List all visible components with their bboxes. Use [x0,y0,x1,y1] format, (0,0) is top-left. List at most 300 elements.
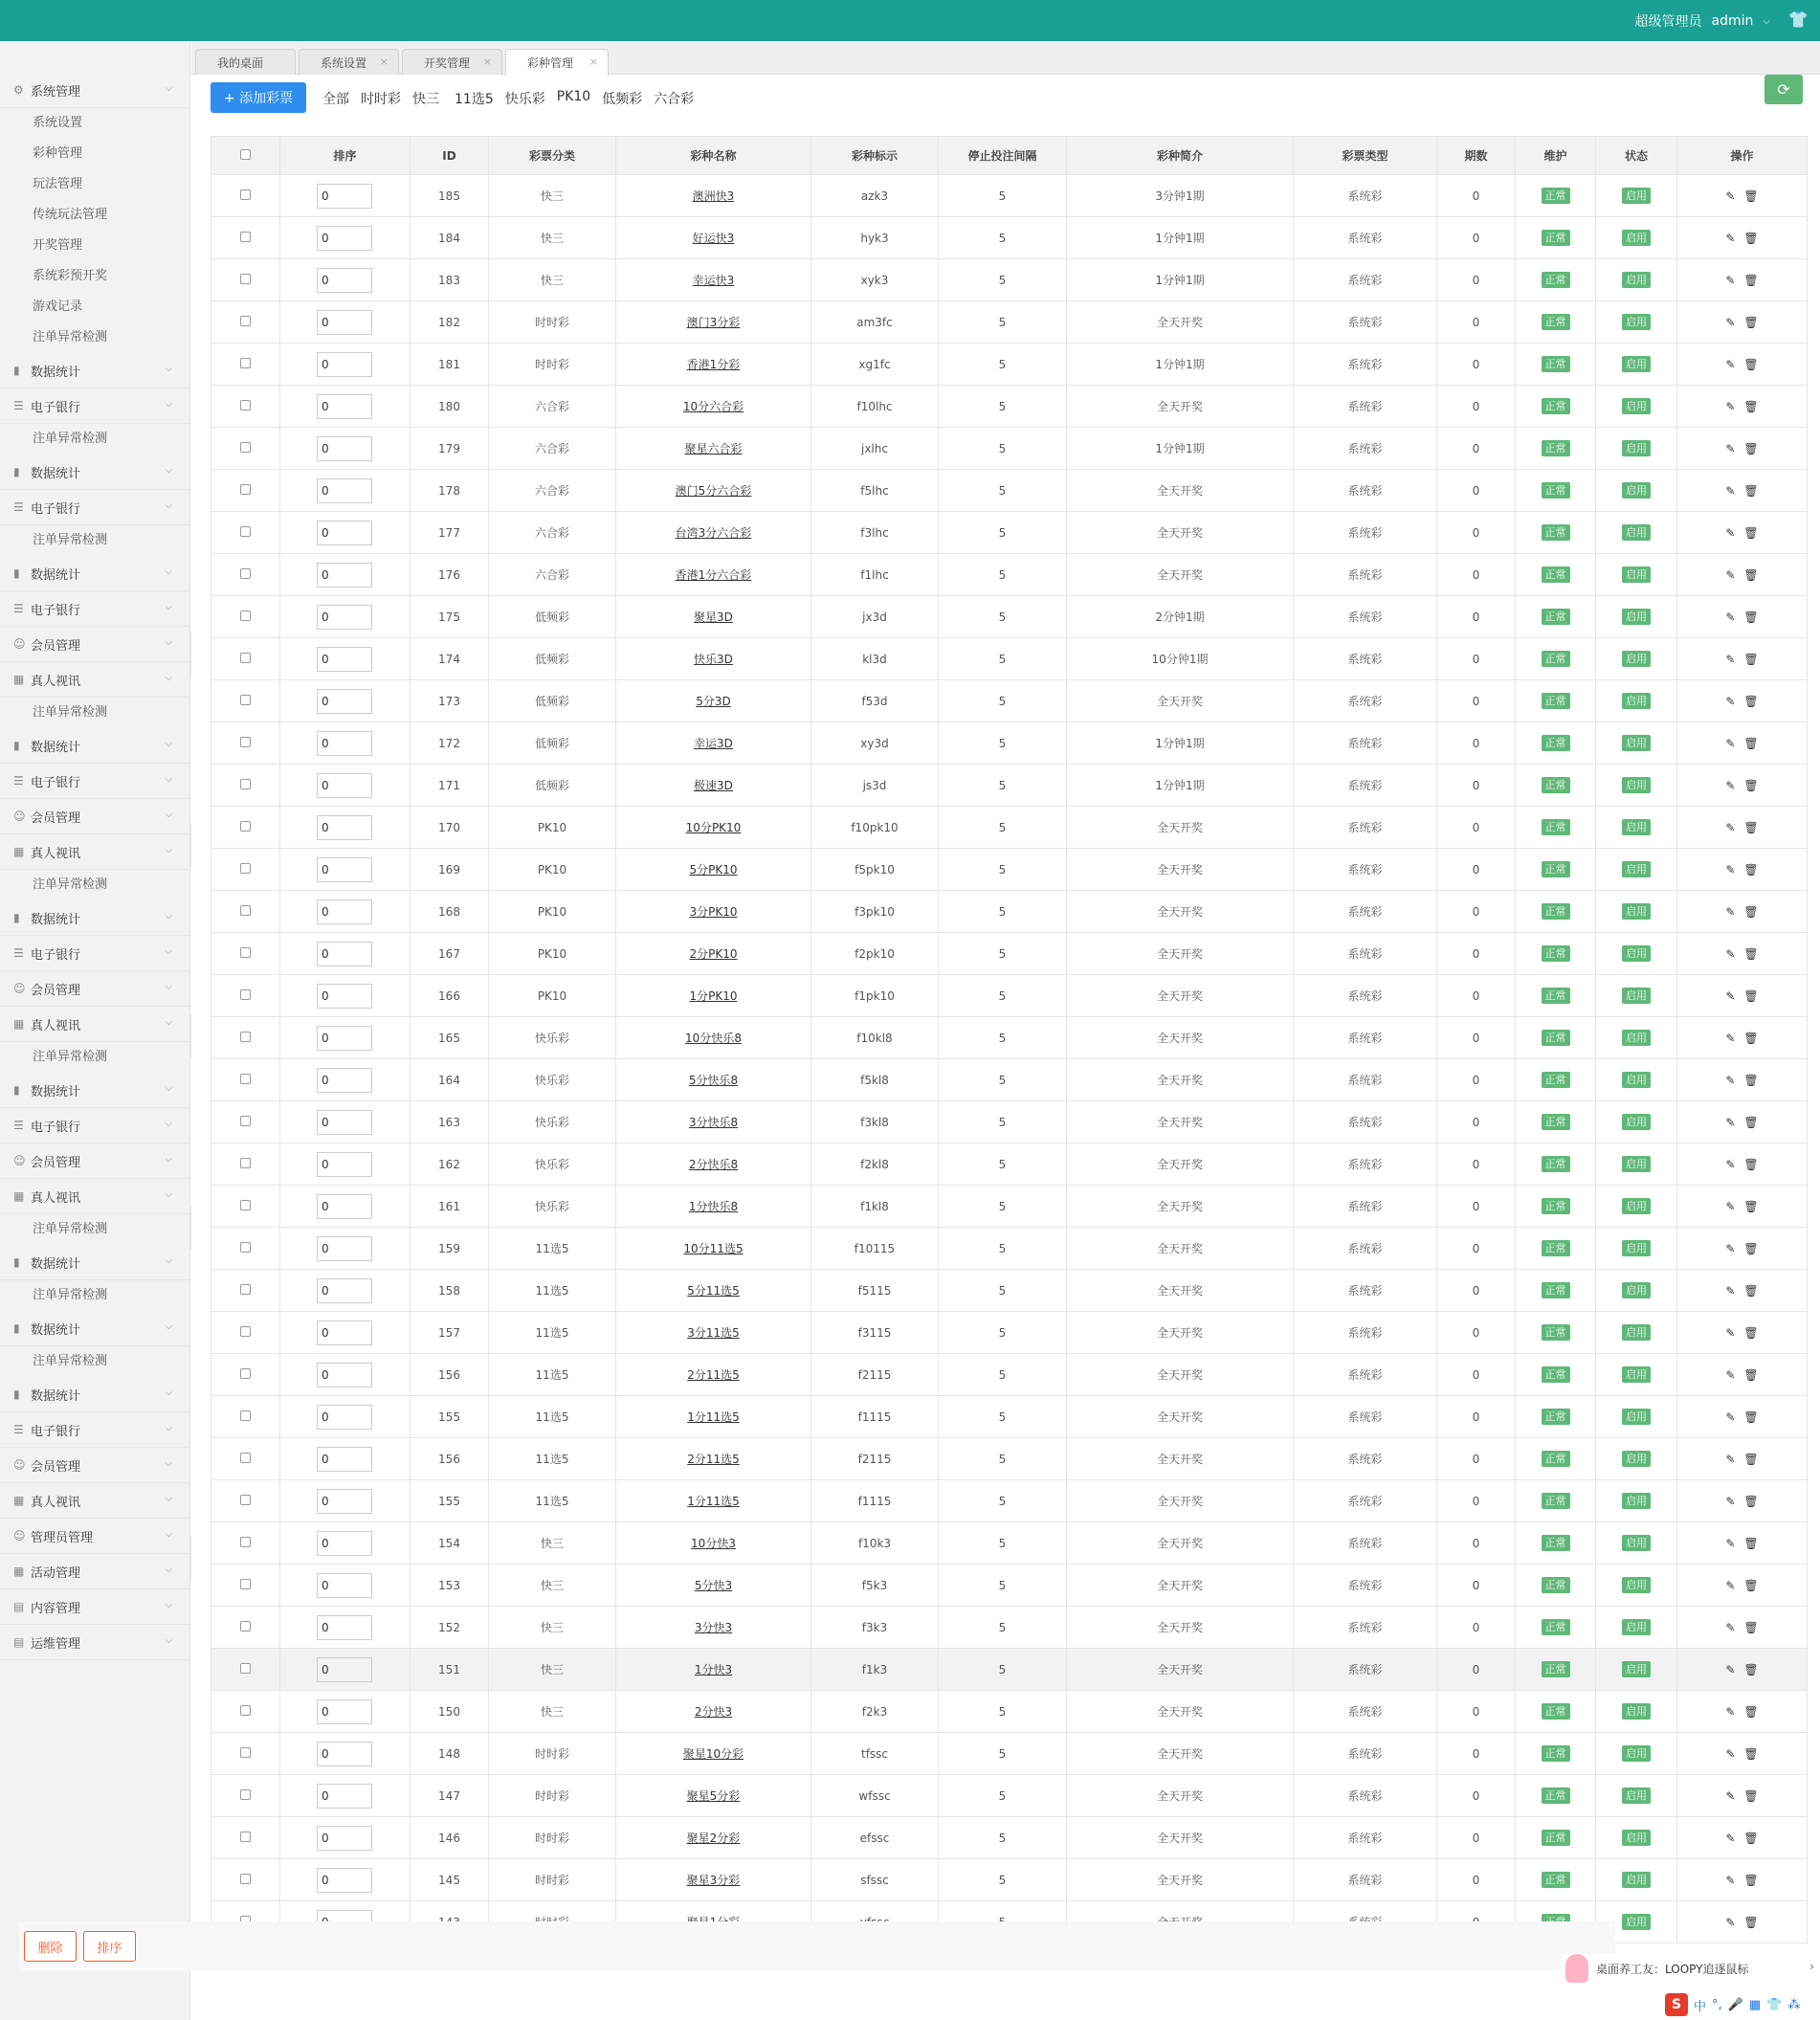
sidebar-group[interactable] [0,388,189,424]
lottery-name-link[interactable]: 5分快乐8 [688,1074,739,1087]
trash-icon[interactable]: 🗑 [1743,1115,1759,1129]
trash-icon[interactable]: 🗑 [1743,1536,1759,1550]
sort-input[interactable]: 0 [317,436,372,461]
edit-icon[interactable]: ✎ [1725,357,1736,371]
ime-item[interactable]: ⁂ [1787,1997,1801,2012]
maintenance-badge[interactable]: 正常 [1542,1661,1570,1677]
lottery-name-link[interactable]: 10分快乐8 [685,1032,742,1045]
row-checkbox[interactable] [240,863,251,874]
row-checkbox[interactable] [240,821,251,832]
lottery-name-link[interactable]: 幸运快3 [692,274,735,287]
edit-icon[interactable]: ✎ [1725,1620,1736,1634]
edit-icon[interactable]: ✎ [1725,441,1736,455]
sort-input[interactable]: 0 [317,605,372,630]
edit-icon[interactable]: ✎ [1725,1325,1736,1340]
edit-icon[interactable]: ✎ [1725,1115,1736,1129]
edit-icon[interactable]: ✎ [1725,1157,1736,1171]
maintenance-badge[interactable]: 正常 [1542,735,1570,751]
edit-icon[interactable]: ✎ [1725,1536,1736,1550]
edit-icon[interactable]: ✎ [1725,694,1736,708]
sidebar-sub-item[interactable]: 系统设置 [33,116,83,130]
edit-icon[interactable]: ✎ [1725,189,1736,203]
maintenance-badge[interactable]: 正常 [1542,1030,1570,1046]
status-badge[interactable]: 启用 [1622,903,1651,920]
sidebar-sub-item[interactable]: 注单异常检测 [33,1050,108,1064]
edit-icon[interactable]: ✎ [1725,1199,1736,1213]
row-checkbox[interactable] [240,1663,251,1674]
trash-icon[interactable]: 🗑 [1743,1746,1759,1761]
edit-icon[interactable]: ✎ [1725,483,1736,498]
lottery-name-link[interactable]: 10分PK10 [685,821,742,834]
trash-icon[interactable]: 🗑 [1743,1073,1759,1087]
maintenance-badge[interactable]: 正常 [1542,356,1570,372]
edit-icon[interactable]: ✎ [1725,820,1736,834]
maintenance-badge[interactable]: 正常 [1542,230,1570,246]
trash-icon[interactable]: 🗑 [1743,1620,1759,1634]
status-badge[interactable]: 启用 [1622,1619,1651,1635]
row-checkbox[interactable] [240,526,251,537]
filter-5[interactable]: PK10 [556,89,591,104]
row-checkbox[interactable] [240,1326,251,1337]
sort-input[interactable]: 0 [317,1868,372,1893]
sort-input[interactable]: 0 [317,1784,372,1809]
status-badge[interactable]: 启用 [1622,777,1651,793]
sidebar-group[interactable] [0,799,189,834]
status-badge[interactable]: 启用 [1622,1451,1651,1467]
row-checkbox[interactable] [240,1579,251,1589]
row-checkbox[interactable] [240,737,251,747]
sidebar-sub-item[interactable]: 系统彩预开奖 [33,269,108,283]
status-badge[interactable]: 启用 [1622,1030,1651,1046]
trash-icon[interactable]: 🗑 [1743,820,1759,834]
sidebar-group[interactable] [0,662,189,698]
row-checkbox[interactable] [240,358,251,368]
trash-icon[interactable]: 🗑 [1743,1915,1759,1929]
sidebar-sub-item[interactable]: 玩法管理 [33,177,83,191]
user-menu[interactable] [1635,11,1770,31]
sidebar-group[interactable] [0,1108,189,1143]
status-badge[interactable]: 启用 [1622,1282,1651,1299]
status-badge[interactable]: 启用 [1622,651,1651,667]
status-badge[interactable]: 启用 [1622,272,1651,288]
row-checkbox[interactable] [240,947,251,958]
sort-input[interactable]: 0 [317,984,372,1009]
sidebar-sub-item[interactable]: 游戏记录 [33,300,83,314]
filter-1[interactable]: 时时彩 [361,92,401,107]
sogou-logo-icon[interactable]: S [1665,1993,1688,2016]
maintenance-badge[interactable]: 正常 [1542,819,1570,835]
sort-input[interactable]: 0 [317,1068,372,1093]
lottery-name-link[interactable]: 香港1分六合彩 [675,568,752,582]
ime-item[interactable]: 🎤 [1727,1997,1743,2012]
lottery-name-link[interactable]: 10分11选5 [683,1242,744,1255]
maintenance-badge[interactable]: 正常 [1542,188,1570,204]
edit-icon[interactable]: ✎ [1725,778,1736,792]
status-badge[interactable]: 启用 [1622,230,1651,246]
lottery-name-link[interactable]: 10分快3 [691,1537,736,1550]
sidebar-group[interactable] [0,1483,189,1519]
lottery-name-link[interactable]: 3分11选5 [687,1326,740,1340]
trash-icon[interactable]: 🗑 [1743,736,1759,750]
trash-icon[interactable]: 🗑 [1743,862,1759,877]
sort-input[interactable]: 0 [317,1363,372,1387]
row-checkbox[interactable] [240,1032,251,1042]
sidebar-sub-item[interactable]: 彩种管理 [33,146,83,161]
sort-input[interactable]: 0 [317,1531,372,1556]
status-badge[interactable]: 启用 [1622,1914,1651,1930]
trash-icon[interactable]: 🗑 [1743,1367,1759,1382]
sidebar-group[interactable] [0,1179,189,1214]
row-checkbox[interactable] [240,1747,251,1758]
status-badge[interactable]: 启用 [1622,398,1651,414]
filter-7[interactable]: 六合彩 [654,92,695,107]
trash-icon[interactable]: 🗑 [1743,399,1759,413]
row-checkbox[interactable] [240,1074,251,1084]
status-badge[interactable]: 启用 [1622,1198,1651,1214]
row-checkbox[interactable] [240,1284,251,1295]
trash-icon[interactable]: 🗑 [1743,441,1759,455]
row-checkbox[interactable] [240,1200,251,1210]
maintenance-badge[interactable]: 正常 [1542,861,1570,877]
status-badge[interactable]: 启用 [1622,188,1651,204]
maintenance-badge[interactable]: 正常 [1542,482,1570,499]
status-badge[interactable]: 启用 [1622,1745,1651,1762]
maintenance-badge[interactable]: 正常 [1542,1830,1570,1846]
sidebar-sub-item[interactable]: 注单异常检测 [33,705,108,720]
edit-icon[interactable]: ✎ [1725,525,1736,540]
trash-icon[interactable]: 🗑 [1743,1283,1759,1298]
trash-icon[interactable]: 🗑 [1743,189,1759,203]
maintenance-badge[interactable]: 正常 [1542,777,1570,793]
lottery-name-link[interactable]: 2分11选5 [687,1453,740,1466]
sidebar-group[interactable] [0,1554,189,1589]
sort-input[interactable]: 0 [317,1615,372,1640]
close-icon[interactable]: × [482,55,492,68]
status-badge[interactable]: 启用 [1622,1324,1651,1341]
ime-toolbar[interactable] [1665,1992,1800,2017]
sort-input[interactable]: 0 [317,1657,372,1682]
trash-icon[interactable]: 🗑 [1743,1578,1759,1592]
sort-input[interactable]: 0 [317,478,372,503]
lottery-name-link[interactable]: 1分11选5 [687,1410,740,1424]
row-checkbox[interactable] [240,1789,251,1800]
lottery-name-link[interactable]: 3分快乐8 [688,1116,739,1129]
maintenance-badge[interactable]: 正常 [1542,566,1570,583]
maintenance-badge[interactable]: 正常 [1542,1745,1570,1762]
edit-icon[interactable]: ✎ [1725,652,1736,666]
sidebar-group[interactable] [0,900,189,936]
add-lottery-button[interactable]: + 添加彩票 [211,82,306,113]
trash-icon[interactable]: 🗑 [1743,231,1759,245]
sort-input[interactable]: 0 [317,1447,372,1472]
maintenance-badge[interactable]: 正常 [1542,314,1570,330]
filter-0[interactable]: 全部 [322,92,349,107]
trash-icon[interactable]: 🗑 [1743,1241,1759,1255]
status-badge[interactable]: 启用 [1622,1535,1651,1551]
sidebar-group[interactable] [0,764,189,799]
close-icon[interactable]: × [588,55,598,68]
edit-icon[interactable]: ✎ [1725,1283,1736,1298]
lottery-name-link[interactable]: 幸运3D [694,737,733,750]
sidebar-group[interactable] [0,936,189,971]
edit-icon[interactable]: ✎ [1725,988,1736,1003]
trash-icon[interactable]: 🗑 [1743,1831,1759,1845]
maintenance-badge[interactable]: 正常 [1542,1535,1570,1551]
edit-icon[interactable]: ✎ [1725,315,1736,329]
trash-icon[interactable]: 🗑 [1743,778,1759,792]
maintenance-badge[interactable]: 正常 [1542,903,1570,920]
lottery-name-link[interactable]: 5分3D [696,695,731,708]
maintenance-badge[interactable]: 正常 [1542,1156,1570,1172]
sort-input[interactable]: 0 [317,226,372,251]
maintenance-badge[interactable]: 正常 [1542,693,1570,709]
sort-input[interactable]: 0 [317,563,372,588]
ime-item[interactable]: ▦ [1748,1997,1762,2012]
sidebar-group[interactable] [0,591,189,627]
lottery-name-link[interactable]: 10分六合彩 [682,400,744,413]
lottery-name-link[interactable]: 3分PK10 [689,905,738,919]
lottery-name-link[interactable]: 聚星3分彩 [686,1874,741,1887]
lottery-name-link[interactable]: 快乐3D [694,653,733,666]
refresh-icon[interactable]: ⟳ [1765,75,1803,104]
maintenance-badge[interactable]: 正常 [1542,524,1570,541]
sort-input[interactable]: 0 [317,1489,372,1514]
status-badge[interactable]: 启用 [1622,1409,1651,1425]
sidebar-group[interactable] [0,1519,189,1554]
edit-icon[interactable]: ✎ [1725,1662,1736,1676]
edit-icon[interactable]: ✎ [1725,1452,1736,1466]
sidebar-sub-item[interactable]: 注单异常检测 [33,533,108,547]
lottery-name-link[interactable]: 聚星5分彩 [686,1789,741,1803]
status-badge[interactable]: 启用 [1622,819,1651,835]
lottery-name-link[interactable]: 2分11选5 [687,1368,740,1382]
trash-icon[interactable]: 🗑 [1743,315,1759,329]
sort-input[interactable]: 0 [317,1278,372,1303]
edit-icon[interactable]: ✎ [1725,1831,1736,1845]
sidebar-group[interactable] [0,73,189,108]
maintenance-badge[interactable]: 正常 [1542,1282,1570,1299]
lottery-name-link[interactable]: 2分PK10 [689,947,738,961]
lottery-name-link[interactable]: 5分11选5 [687,1284,740,1298]
edit-icon[interactable]: ✎ [1725,904,1736,919]
row-checkbox[interactable] [240,1705,251,1716]
row-checkbox[interactable] [240,1537,251,1547]
sidebar-group[interactable] [0,834,189,870]
status-badge[interactable]: 启用 [1622,1661,1651,1677]
sort-input[interactable]: 0 [317,394,372,419]
maintenance-badge[interactable]: 正常 [1542,1703,1570,1720]
row-checkbox[interactable] [240,989,251,1000]
maintenance-badge[interactable]: 正常 [1542,1619,1570,1635]
status-badge[interactable]: 启用 [1622,1072,1651,1088]
maintenance-badge[interactable]: 正常 [1542,398,1570,414]
row-checkbox[interactable] [240,653,251,663]
filter-6[interactable]: 低频彩 [602,92,643,107]
status-badge[interactable]: 启用 [1622,1787,1651,1804]
ime-item[interactable]: 👕 [1766,1997,1783,2012]
lottery-name-link[interactable]: 澳洲快3 [692,189,735,203]
lottery-name-link[interactable]: 1分11选5 [687,1495,740,1508]
sidebar-group[interactable] [0,1448,189,1483]
row-checkbox[interactable] [240,1410,251,1421]
status-badge[interactable]: 启用 [1622,1156,1651,1172]
sidebar-group[interactable] [0,1589,189,1625]
row-checkbox[interactable] [240,232,251,242]
maintenance-badge[interactable]: 正常 [1542,1577,1570,1593]
delete-button[interactable]: 删除 [24,1931,77,1962]
chevron-right-icon[interactable]: › [1809,1960,1814,1973]
edit-icon[interactable]: ✎ [1725,1494,1736,1508]
maintenance-badge[interactable]: 正常 [1542,1198,1570,1214]
row-checkbox[interactable] [240,316,251,326]
row-checkbox[interactable] [240,1495,251,1505]
sort-input[interactable]: 0 [317,1321,372,1345]
trash-icon[interactable]: 🗑 [1743,273,1759,287]
maintenance-badge[interactable]: 正常 [1542,609,1570,625]
lottery-name-link[interactable]: 1分PK10 [689,989,738,1003]
sidebar-sub-item[interactable]: 注单异常检测 [33,877,108,892]
filter-4[interactable]: 快乐彩 [504,92,545,107]
sidebar-group[interactable] [0,490,189,525]
sidebar-group[interactable] [0,353,189,388]
lottery-name-link[interactable]: 澳门3分彩 [686,316,741,329]
tab-0[interactable] [195,49,296,75]
trash-icon[interactable]: 🗑 [1743,904,1759,919]
lottery-name-link[interactable]: 聚星3D [694,610,733,624]
sidebar-sub-item[interactable]: 注单异常检测 [33,432,108,446]
sort-input[interactable]: 0 [317,268,372,293]
lottery-name-link[interactable]: 聚星10分彩 [682,1747,744,1761]
row-checkbox[interactable] [240,274,251,284]
desktop-pet-notice[interactable] [1562,1954,1820,1983]
tab-1[interactable] [299,49,399,75]
maintenance-badge[interactable]: 正常 [1542,1114,1570,1130]
sort-input[interactable]: 0 [317,1573,372,1598]
filter-3[interactable]: 11选5 [455,92,494,107]
status-badge[interactable]: 启用 [1622,1240,1651,1256]
sort-input[interactable]: 0 [317,521,372,545]
sidebar-group[interactable] [0,556,189,591]
sort-input[interactable]: 0 [317,942,372,966]
row-checkbox[interactable] [240,1831,251,1842]
sidebar-sub-item[interactable]: 注单异常检测 [33,1222,108,1236]
lottery-name-link[interactable]: 1分快3 [694,1663,733,1676]
tab-2[interactable] [402,49,502,75]
sidebar-group[interactable] [0,1412,189,1448]
row-checkbox[interactable] [240,1116,251,1126]
sort-input[interactable]: 0 [317,647,372,672]
sidebar-sub-item[interactable]: 注单异常检测 [33,330,108,344]
sidebar-group[interactable] [0,728,189,764]
row-checkbox[interactable] [240,1874,251,1884]
trash-icon[interactable]: 🗑 [1743,694,1759,708]
maintenance-badge[interactable]: 正常 [1542,1324,1570,1341]
maintenance-badge[interactable]: 正常 [1542,651,1570,667]
row-checkbox[interactable] [240,1621,251,1632]
edit-icon[interactable]: ✎ [1725,610,1736,624]
sidebar-group[interactable] [0,627,189,662]
trash-icon[interactable]: 🗑 [1743,1031,1759,1045]
trash-icon[interactable]: 🗑 [1743,1873,1759,1887]
edit-icon[interactable]: ✎ [1725,1073,1736,1087]
maintenance-badge[interactable]: 正常 [1542,1409,1570,1425]
edit-icon[interactable]: ✎ [1725,1873,1736,1887]
row-checkbox[interactable] [240,484,251,495]
sidebar-group[interactable] [0,1311,189,1346]
status-badge[interactable]: 启用 [1622,1366,1651,1383]
sort-input[interactable]: 0 [317,310,372,335]
username[interactable]: admin [1711,13,1754,29]
sort-input[interactable]: 0 [317,1152,372,1177]
sidebar-sub-item[interactable]: 开奖管理 [33,238,83,253]
trash-icon[interactable]: 🗑 [1743,1199,1759,1213]
status-badge[interactable]: 启用 [1622,1830,1651,1846]
status-badge[interactable]: 启用 [1622,356,1651,372]
edit-icon[interactable]: ✎ [1725,946,1736,961]
sidebar-group[interactable] [0,455,189,490]
filter-2[interactable]: 快三 [412,92,439,107]
trash-icon[interactable]: 🗑 [1743,357,1759,371]
row-checkbox[interactable] [240,568,251,579]
maintenance-badge[interactable]: 正常 [1542,988,1570,1004]
status-badge[interactable]: 启用 [1622,314,1651,330]
maintenance-badge[interactable]: 正常 [1542,272,1570,288]
sort-input[interactable]: 0 [317,1110,372,1135]
tab-3[interactable] [505,49,609,76]
row-checkbox[interactable] [240,1158,251,1168]
lottery-name-link[interactable]: 澳门5分六合彩 [675,484,752,498]
edit-icon[interactable]: ✎ [1725,1704,1736,1719]
status-badge[interactable]: 启用 [1622,609,1651,625]
lottery-name-link[interactable]: 聚星六合彩 [684,442,743,455]
sidebar-group[interactable] [0,1625,189,1660]
select-all-checkbox[interactable] [240,149,251,160]
edit-icon[interactable]: ✎ [1725,231,1736,245]
sidebar-group[interactable] [0,1377,189,1412]
edit-icon[interactable]: ✎ [1725,1241,1736,1255]
edit-icon[interactable]: ✎ [1725,1031,1736,1045]
maintenance-badge[interactable]: 正常 [1542,1366,1570,1383]
status-badge[interactable]: 启用 [1622,482,1651,499]
lottery-name-link[interactable]: 香港1分彩 [686,358,741,371]
status-badge[interactable]: 启用 [1622,1872,1651,1888]
sidebar-group[interactable] [0,1073,189,1108]
row-checkbox[interactable] [240,189,251,200]
trash-icon[interactable]: 🗑 [1743,988,1759,1003]
status-badge[interactable]: 启用 [1622,945,1651,962]
status-badge[interactable]: 启用 [1622,566,1651,583]
row-checkbox[interactable] [240,905,251,916]
trash-icon[interactable]: 🗑 [1743,652,1759,666]
close-icon[interactable]: × [379,55,388,68]
sort-input[interactable]: 0 [317,857,372,882]
trash-icon[interactable]: 🗑 [1743,1494,1759,1508]
row-checkbox[interactable] [240,1368,251,1379]
sidebar-sub-item[interactable]: 注单异常检测 [33,1354,108,1368]
trash-icon[interactable]: 🗑 [1743,1157,1759,1171]
trash-icon[interactable]: 🗑 [1743,1410,1759,1424]
trash-icon[interactable]: 🗑 [1743,567,1759,582]
lottery-name-link[interactable]: 台湾3分六合彩 [675,526,752,540]
status-badge[interactable]: 启用 [1622,1114,1651,1130]
maintenance-badge[interactable]: 正常 [1542,1072,1570,1088]
status-badge[interactable]: 启用 [1622,988,1651,1004]
edit-icon[interactable]: ✎ [1725,1788,1736,1803]
row-checkbox[interactable] [240,400,251,411]
sort-input[interactable]: 0 [317,1236,372,1261]
lottery-name-link[interactable]: 2分快3 [694,1705,733,1719]
row-checkbox[interactable] [240,1453,251,1463]
